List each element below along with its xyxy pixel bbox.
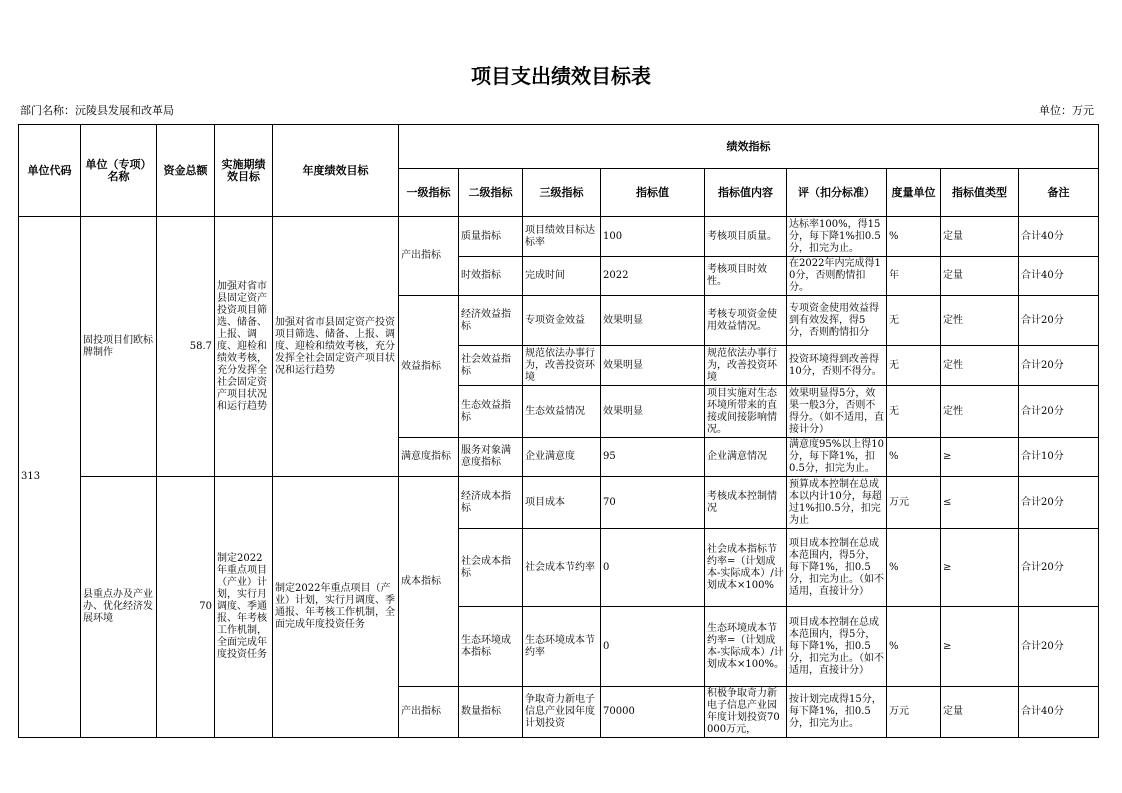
measure-unit-cell: 无 <box>887 296 941 346</box>
value-type-cell: 定量 <box>941 257 1019 296</box>
value-cell: 2022 <box>601 257 705 296</box>
amount-cell: 70 <box>157 477 215 738</box>
level3-cell: 生态效益情况 <box>523 386 601 438</box>
page-title: 项目支出绩效目标表 <box>471 64 651 88</box>
level3-cell: 争取奇力新电子信息产业园年度计划投资 <box>523 687 601 738</box>
unit-code-cell: 313 <box>19 217 81 738</box>
table-row <box>19 217 1099 257</box>
value-cell: 70 <box>601 477 705 529</box>
value-type-cell: 定性 <box>941 386 1019 438</box>
value-type-cell: 定量 <box>941 217 1019 257</box>
content-cell: 规范依法办事行为，改善投资环境 <box>705 346 787 386</box>
level1-cell: 产出指标 <box>399 687 459 738</box>
level2-cell: 服务对象满意度指标 <box>459 438 523 477</box>
level3-cell: 规范依法办事行为，改善投资环境 <box>523 346 601 386</box>
value-type-cell: 定性 <box>941 296 1019 346</box>
annual-goal-cell: 制定2022年重点项目（产业）计划，实行月调度、季通报、年考核工作机制，全面完成年度投资任务 <box>273 477 399 738</box>
level2-cell: 社会效益指标 <box>459 346 523 386</box>
header-note: 备注 <box>1019 169 1099 217</box>
content-cell: 企业满意情况 <box>705 438 787 477</box>
scoring-cell: 在2022年内完成得10分，否则酌情扣分。 <box>787 257 887 296</box>
note-cell: 合计40分 <box>1019 687 1099 738</box>
period-goal-cell: 加强对省市县固定资产投资项目筛选、储备、上报、调度、迎检和绩效考核，充分发挥全社会固定资产项目状况和运行趋势 <box>215 217 273 477</box>
level2-cell: 经济效益指标 <box>459 296 523 346</box>
performance-table <box>18 124 1099 738</box>
level3-cell: 社会成本节约率 <box>523 529 601 607</box>
header-value-type: 指标值类型 <box>941 169 1019 217</box>
measure-unit-cell: 无 <box>887 386 941 438</box>
level2-cell: 社会成本指标 <box>459 529 523 607</box>
table-row <box>19 477 1099 529</box>
level1-cell: 效益指标 <box>399 296 459 438</box>
value-type-cell: 定性 <box>941 346 1019 386</box>
header-project-name: 单位（专项）名称 <box>81 125 157 217</box>
level2-cell: 生态环境成本指标 <box>459 607 523 687</box>
header-unit-code: 单位代码 <box>19 125 81 217</box>
level2-cell: 质量指标 <box>459 217 523 257</box>
value-cell: 效果明显 <box>601 346 705 386</box>
scoring-cell: 效果明显得5分，效果一般3分，否则不得分。（如不适用，直接计分） <box>787 386 887 438</box>
header-value-content: 指标值内容 <box>705 169 787 217</box>
level1-cell: 成本指标 <box>399 477 459 687</box>
scoring-cell: 满意度95%以上得10分，每下降1%，扣0.5分，扣完为止。 <box>787 438 887 477</box>
level1-cell: 满意度指标 <box>399 438 459 477</box>
note-cell: 合计20分 <box>1019 529 1099 607</box>
content-cell: 考核专项资金使用效益情况。 <box>705 296 787 346</box>
measure-unit-cell: 万元 <box>887 477 941 529</box>
value-cell: 100 <box>601 217 705 257</box>
measure-unit-cell: % <box>887 438 941 477</box>
scoring-cell: 预算成本控制在总成本以内计10分，每超过1%扣0.5分，扣完为止 <box>787 477 887 529</box>
scoring-cell: 专项资金使用效益得到有效发挥，得5分，否则酌情扣分 <box>787 296 887 346</box>
project-name-cell: 县重点办及产业办、优化经济发展环境 <box>81 477 157 738</box>
value-type-cell: ≥ <box>941 438 1019 477</box>
value-type-cell: ≥ <box>941 529 1019 607</box>
department-name: 部门名称：沅陵县发展和改革局 <box>20 104 174 117</box>
level2-cell: 经济成本指标 <box>459 477 523 529</box>
note-cell: 合计20分 <box>1019 386 1099 438</box>
content-cell: 积极争取奇力新电子信息产业园年度计划投资70000万元， <box>705 687 787 738</box>
level3-cell: 专项资金效益 <box>523 296 601 346</box>
header-level3: 三级指标 <box>523 169 601 217</box>
currency-unit: 单位：万元 <box>1039 104 1094 117</box>
scoring-cell: 项目成本控制在总成本范围内，得5分，每下降1%，扣0.5分，扣完为止。（如不适用，直接计分） <box>787 607 887 687</box>
header-period-goal: 实施期绩效目标 <box>215 125 273 217</box>
measure-unit-cell: 年 <box>887 257 941 296</box>
value-cell: 70000 <box>601 687 705 738</box>
value-cell: 95 <box>601 438 705 477</box>
content-cell: 考核成本控制情况 <box>705 477 787 529</box>
value-type-cell: ≥ <box>941 607 1019 687</box>
value-cell: 0 <box>601 607 705 687</box>
project-name-cell: 固投项目们欧标牌制作 <box>81 217 157 477</box>
header-level1: 一级指标 <box>399 169 459 217</box>
header-level2: 二级指标 <box>459 169 523 217</box>
level3-cell: 生态环境成本节约率 <box>523 607 601 687</box>
header-total-funds: 资金总额 <box>157 125 215 217</box>
header-annual-goal: 年度绩效目标 <box>273 125 399 217</box>
measure-unit-cell: % <box>887 529 941 607</box>
header-measure-unit: 度量单位 <box>887 169 941 217</box>
note-cell: 合计20分 <box>1019 477 1099 529</box>
header-value: 指标值 <box>601 169 705 217</box>
header-scoring: 评（扣分标准） <box>787 169 887 217</box>
note-cell: 合计40分 <box>1019 217 1099 257</box>
content-cell: 考核项目时效性。 <box>705 257 787 296</box>
annual-goal-cell: 加强对省市县固定资产投资项目筛选、储备、上报、调度、迎检和绩效考核，充分发挥全社会固定资产项目状况和运行趋势 <box>273 217 399 477</box>
level2-cell: 数量指标 <box>459 687 523 738</box>
note-cell: 合计20分 <box>1019 607 1099 687</box>
note-cell: 合计20分 <box>1019 296 1099 346</box>
period-goal-cell: 制定2022年重点项目（产业）计划，实行月调度、季通报、年考核工作机制，全面完成年度投资任务 <box>215 477 273 738</box>
scoring-cell: 按计划完成得15分，每下降1%，扣0.5分，扣完为止。 <box>787 687 887 738</box>
level2-cell: 生态效益指标 <box>459 386 523 438</box>
level2-cell: 时效指标 <box>459 257 523 296</box>
measure-unit-cell: 无 <box>887 346 941 386</box>
level3-cell: 项目绩效目标达标率 <box>523 217 601 257</box>
level3-cell: 完成时间 <box>523 257 601 296</box>
content-cell: 项目实施对生态环境所带来的直接或间接影响情况。 <box>705 386 787 438</box>
value-type-cell: 定量 <box>941 687 1019 738</box>
value-cell: 效果明显 <box>601 386 705 438</box>
content-cell: 社会成本指标节约率=（计划成本-实际成本）/计划成本×100% <box>705 529 787 607</box>
scoring-cell: 项目成本控制在总成本范围内，得5分，每下降1%，扣0.5分，扣完为止。（如不适用，直接计分） <box>787 529 887 607</box>
measure-unit-cell: 万元 <box>887 687 941 738</box>
level1-cell: 产出指标 <box>399 217 459 296</box>
value-cell: 效果明显 <box>601 296 705 346</box>
content-cell: 考核项目质量。 <box>705 217 787 257</box>
note-cell: 合计40分 <box>1019 257 1099 296</box>
level3-cell: 企业满意度 <box>523 438 601 477</box>
value-cell: 0 <box>601 529 705 607</box>
header-indicators: 绩效指标 <box>399 125 1099 169</box>
value-type-cell: ≤ <box>941 477 1019 529</box>
amount-cell: 58.7 <box>157 217 215 477</box>
measure-unit-cell: % <box>887 217 941 257</box>
level3-cell: 项目成本 <box>523 477 601 529</box>
scoring-cell: 达标率100%，得15分，每下降1%扣0.5分，扣完为止。 <box>787 217 887 257</box>
measure-unit-cell: % <box>887 607 941 687</box>
note-cell: 合计10分 <box>1019 438 1099 477</box>
content-cell: 生态环境成本节约率=（计划成本-实际成本）/计划成本×100%。 <box>705 607 787 687</box>
scoring-cell: 投资环境得到改善得10分，否则不得分。 <box>787 346 887 386</box>
note-cell: 合计20分 <box>1019 346 1099 386</box>
